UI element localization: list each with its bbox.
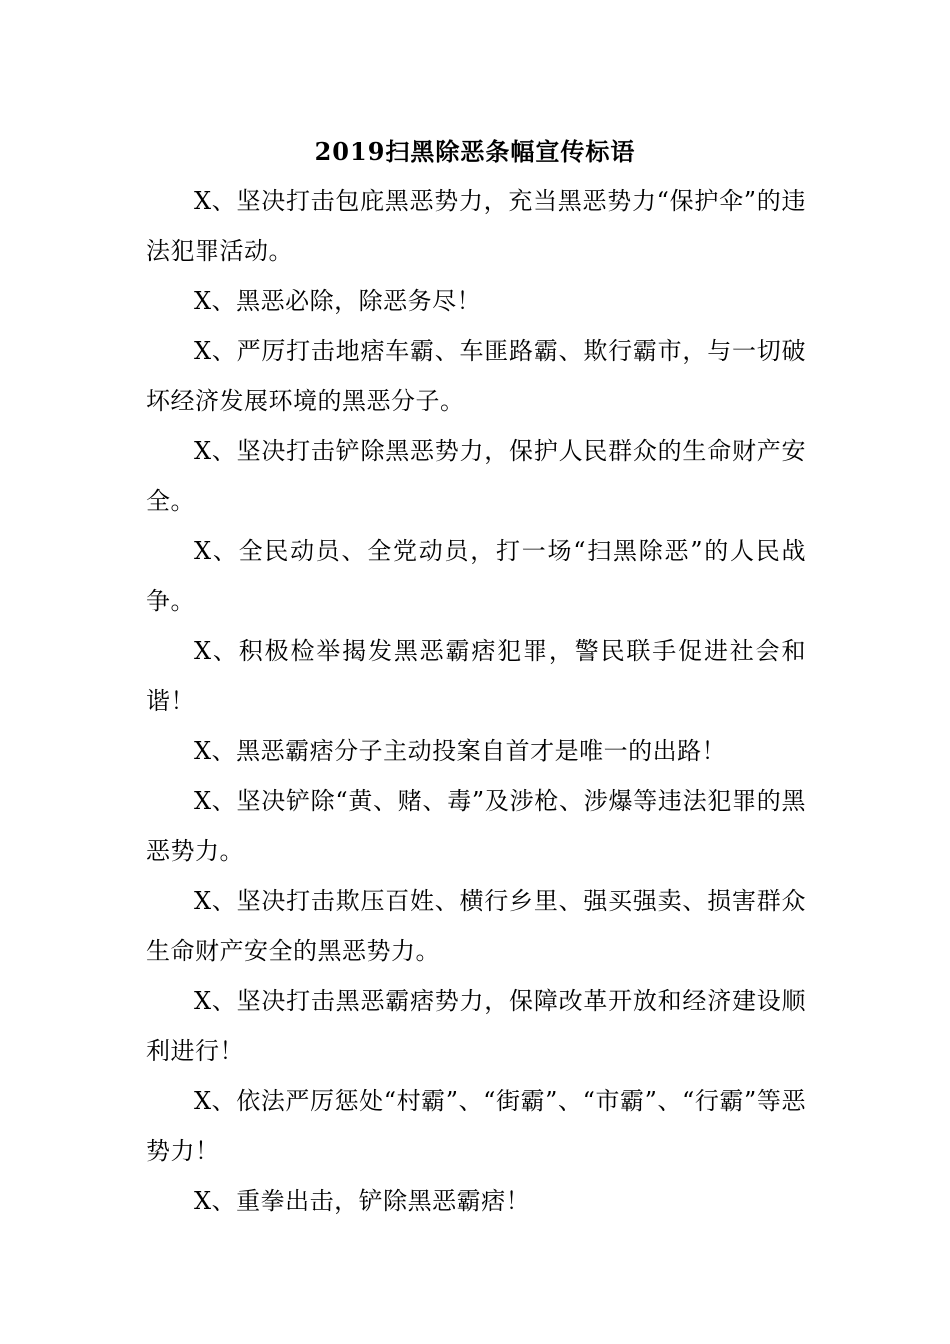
- slogan-item-4: X、坚决打击铲除黑恶势力，保护人民群众的生命财产安全。: [146, 437, 806, 515]
- slogan-item-3: X、严厉打击地痞车霸、车匪路霸、欺行霸市，与一切破坏经济发展环境的黑恶分子。: [146, 337, 806, 415]
- slogan-item-8: X、坚决铲除“黄、赌、毒”及涉枪、涉爆等违法犯罪的黑恶势力。: [146, 787, 806, 865]
- slogan-item-1: X、坚决打击包庇黑恶势力，充当黑恶势力“保护伞”的违法犯罪活动。: [146, 187, 806, 265]
- slogan-item-7: X、黑恶霸痞分子主动投案自首才是唯一的出路！: [194, 737, 727, 765]
- slogan-item-9: X、坚决打击欺压百姓、横行乡里、强买强卖、损害群众生命财产安全的黑恶势力。: [146, 887, 806, 965]
- slogan-item-6: X、积极检举揭发黑恶霸痞犯罪，警民联手促进社会和谐！: [146, 637, 806, 715]
- slogan-item-11: X、依法严厉惩处“村霸”、“街霸”、“市霸”、“行霸”等恶势力！: [146, 1087, 806, 1165]
- slogan-item-12: X、重拳出击，铲除黑恶霸痞！: [194, 1187, 531, 1215]
- slogan-item-10: X、坚决打击黑恶霸痞势力，保障改革开放和经济建设顺利进行！: [146, 987, 806, 1065]
- slogan-item-5: X、全民动员、全党动员，打一场“扫黑除恶”的人民战争。: [146, 537, 806, 615]
- document-title: 2019扫黑除恶条幅宣传标语: [314, 137, 636, 166]
- slogan-item-2: X、黑恶必除，除恶务尽！: [194, 287, 482, 315]
